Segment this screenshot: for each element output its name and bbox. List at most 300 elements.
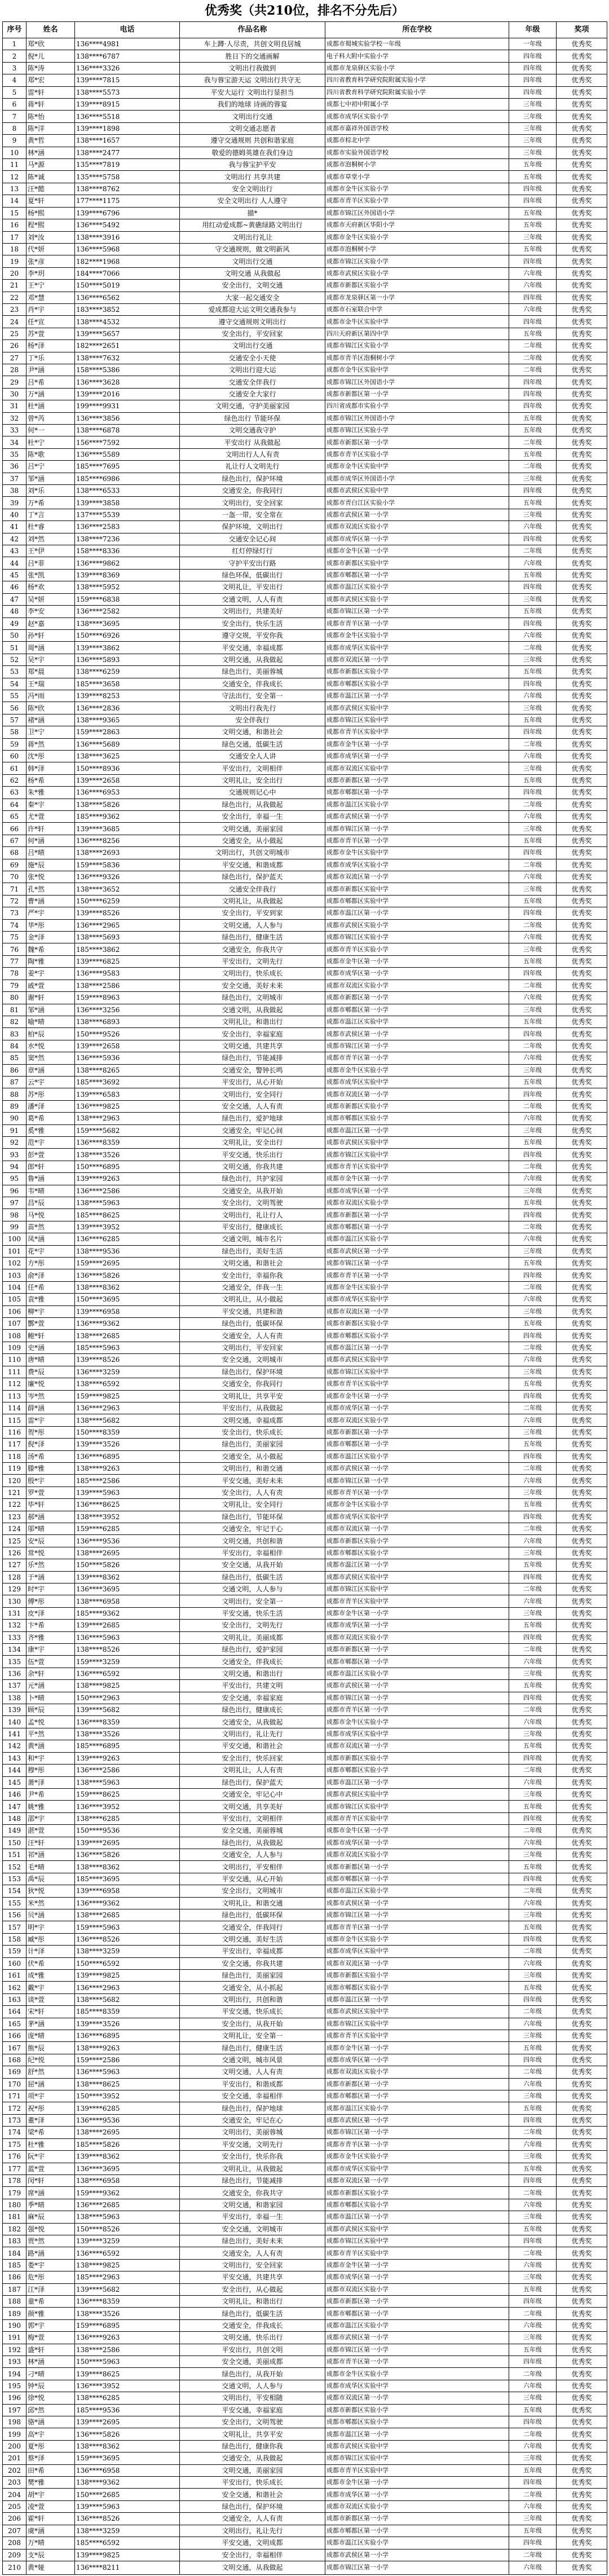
- cell-name: 孙*轩: [27, 629, 75, 641]
- cell-no: 210: [3, 2561, 27, 2574]
- cell-award: 优秀奖: [557, 787, 607, 799]
- cell-grade: 一年级: [509, 38, 557, 50]
- cell-grade: 二年级: [509, 1523, 557, 1534]
- cell-name: 杜*宁: [27, 436, 75, 448]
- cell-school: 成都市温江区第一小学: [325, 907, 509, 919]
- cell-grade: 六年级: [509, 303, 557, 315]
- cell-school: 成都市武侯区第一小学: [325, 2114, 509, 2126]
- cell-name: 薛*涵: [27, 1402, 75, 1414]
- cell-grade: 五年级: [509, 1016, 557, 1027]
- cell-school: 成都市郫都区第一小学: [325, 2090, 509, 2102]
- cell-phone: 185****8625: [75, 1209, 180, 1221]
- cell-award: 优秀奖: [557, 2042, 607, 2054]
- cell-school: 成都市武侯区实验小学: [325, 919, 509, 931]
- cell-school: 成都市成华区实验小学: [325, 111, 509, 122]
- cell-name: 胡*宇: [27, 2489, 75, 2500]
- cell-name: 刁*晴: [27, 2368, 75, 2380]
- table-row: [3, 111, 607, 122]
- award-table: [2, 21, 607, 2575]
- cell-phone: 159****5963: [75, 1921, 180, 1933]
- cell-work: 平安交通，美好未来: [180, 1475, 325, 1487]
- cell-award: 优秀奖: [557, 50, 607, 62]
- cell-name: 肖*宇: [27, 303, 75, 315]
- table-row: [3, 678, 607, 690]
- cell-award: 优秀奖: [557, 2271, 607, 2283]
- cell-name: 陈*涛: [27, 62, 75, 74]
- cell-award: 优秀奖: [557, 2030, 607, 2042]
- table-row: [3, 1680, 607, 1692]
- cell-school: 成都市新都区第一小学: [325, 774, 509, 786]
- cell-school: 成都市新都区实验小学: [325, 2404, 509, 2416]
- cell-name: 戚*萱: [27, 980, 75, 991]
- cell-work: 安全出行，从心做起: [180, 2283, 325, 2295]
- table-row: [3, 2500, 607, 2512]
- cell-grade: 三年级: [509, 2513, 557, 2525]
- table-row: [3, 255, 607, 267]
- cell-grade: 五年级: [509, 448, 557, 460]
- table-row: [3, 2235, 607, 2247]
- header-name: 姓名: [27, 22, 75, 38]
- cell-no: 40: [3, 509, 27, 521]
- cell-no: 181: [3, 2211, 27, 2223]
- cell-work: 交通安全，伴我同行: [180, 1921, 325, 1933]
- table-row: [3, 943, 607, 955]
- table-row: [3, 1366, 607, 1378]
- table-row: [3, 122, 607, 134]
- cell-grade: 五年级: [509, 2525, 557, 2537]
- cell-grade: 五年级: [509, 171, 557, 183]
- table-row: [3, 847, 607, 859]
- cell-award: 优秀奖: [557, 376, 607, 388]
- cell-work: 文明出行礼让: [180, 231, 325, 243]
- cell-name: 杨*希: [27, 774, 75, 786]
- cell-award: 优秀奖: [557, 1064, 607, 1076]
- cell-name: 邵*宇: [27, 1812, 75, 1824]
- cell-work: 交通文明，城市风景: [180, 2054, 325, 2066]
- cell-phone: 150****3695: [75, 1294, 180, 1305]
- cell-phone: 136****8359: [75, 1136, 180, 1148]
- table-row: [3, 1765, 607, 1776]
- table-row: [3, 1499, 607, 1511]
- cell-phone: 139****9825: [75, 2549, 180, 2561]
- cell-phone: 136****3952: [75, 1801, 180, 1812]
- cell-work: 绿色出行，保护环境: [180, 2500, 325, 2512]
- cell-no: 39: [3, 497, 27, 509]
- cell-grade: 二年级: [509, 340, 557, 352]
- table-row: [3, 1294, 607, 1305]
- cell-school: 成都市武侯区实验小学: [325, 267, 509, 279]
- cell-no: 163: [3, 1993, 27, 2005]
- cell-school: 成都市青羊区第一小学: [325, 835, 509, 846]
- cell-no: 142: [3, 1740, 27, 1752]
- table-row: [3, 159, 607, 171]
- cell-grade: 六年级: [509, 1052, 557, 1064]
- cell-no: 5: [3, 86, 27, 98]
- table-row: [3, 1052, 607, 1064]
- cell-work: 安全文明出行: [180, 183, 325, 195]
- cell-phone: 159****3259: [75, 1656, 180, 1668]
- cell-work: 文明出行，美丽蓉城: [180, 2127, 325, 2138]
- cell-name: 姚*雅: [27, 1801, 75, 1812]
- cell-school: 成都市郫都区实验小学: [325, 1982, 509, 1993]
- cell-award: 优秀奖: [557, 1885, 607, 1897]
- cell-school: 成都市成华区实验中学: [325, 2163, 509, 2174]
- cell-work: 保护环境，文明出行: [180, 521, 325, 533]
- cell-name: 倪*儿: [27, 50, 75, 62]
- cell-grade: 五年级: [509, 2464, 557, 2476]
- cell-school: 成都市锦江区实验小学: [325, 340, 509, 352]
- cell-work: 绿色出行，共护家园: [180, 1173, 325, 1185]
- cell-grade: 五年级: [509, 2283, 557, 2295]
- cell-school: 成都市温江区实验小学: [325, 2319, 509, 2331]
- cell-no: 189: [3, 2308, 27, 2319]
- cell-no: 43: [3, 545, 27, 557]
- cell-name: 酆*萱: [27, 1318, 75, 1330]
- cell-phone: 138****9263: [75, 2042, 180, 2054]
- cell-award: 优秀奖: [557, 364, 607, 376]
- cell-work: 平安交通，文明先行: [180, 2138, 325, 2150]
- cell-no: 15: [3, 207, 27, 219]
- cell-phone: 138****8362: [75, 1281, 180, 1293]
- table-row: [3, 1849, 607, 1860]
- cell-name: 元*涵: [27, 1680, 75, 1692]
- cell-award: 优秀奖: [557, 74, 607, 86]
- cell-phone: 159****2586: [75, 2054, 180, 2066]
- cell-grade: 二年级: [509, 1342, 557, 1353]
- cell-no: 103: [3, 1269, 27, 1281]
- cell-phone: 138****5682: [75, 1414, 180, 1426]
- cell-award: 优秀奖: [557, 461, 607, 473]
- cell-name: 王*瑞: [27, 678, 75, 690]
- cell-name: 贺*彤: [27, 1426, 75, 1438]
- cell-award: 优秀奖: [557, 292, 607, 303]
- cell-phone: 185****9536: [75, 2404, 180, 2416]
- cell-school: 成都市锦江区第一小学: [325, 1258, 509, 1269]
- cell-school: 成都市青羊区实验中学: [325, 1812, 509, 1824]
- table-row: [3, 292, 607, 303]
- cell-grade: 二年级: [509, 2066, 557, 2078]
- cell-award: 优秀奖: [557, 738, 607, 750]
- cell-phone: 136****3628: [75, 376, 180, 388]
- cell-work: 平安交通，文明成都: [180, 2537, 325, 2549]
- cell-work: 遵守交通规则文明出行: [180, 316, 325, 328]
- cell-school: 成都市武侯区实验中学: [325, 1136, 509, 1148]
- cell-school: 成都市锦江区外国语小学: [325, 376, 509, 388]
- cell-school: 成都市成华区实验中学: [325, 1511, 509, 1523]
- cell-phone: 182****1968: [75, 255, 180, 267]
- cell-name: 柏*辰: [27, 1028, 75, 1040]
- table-row: [3, 485, 607, 497]
- cell-grade: 五年级: [509, 955, 557, 967]
- cell-phone: 139****6583: [75, 1088, 180, 1100]
- cell-work: 文明交通，守护美丽家园: [180, 400, 325, 412]
- cell-no: 123: [3, 1511, 27, 1523]
- table-row: [3, 2440, 607, 2452]
- cell-school: 成都市新都区实验小学: [325, 1535, 509, 1547]
- cell-grade: 四年级: [509, 1993, 557, 2005]
- cell-grade: 六年级: [509, 2199, 557, 2211]
- cell-grade: 五年级: [509, 497, 557, 509]
- cell-work: 安全出行，幸福你我: [180, 1269, 325, 1281]
- cell-no: 22: [3, 292, 27, 303]
- table-row: [3, 2453, 607, 2464]
- cell-no: 101: [3, 1245, 27, 1257]
- cell-grade: 四年级: [509, 50, 557, 62]
- cell-no: 176: [3, 2151, 27, 2163]
- table-row: [3, 690, 607, 702]
- cell-work: 交通安全，牢记心中: [180, 1788, 325, 1800]
- cell-name: 滕*雅: [27, 1462, 75, 1474]
- cell-phone: 136****3695: [75, 1583, 180, 1595]
- cell-award: 优秀奖: [557, 219, 607, 231]
- cell-work: 文明出行，礼让先行: [180, 1728, 325, 1740]
- cell-name: 倪*泽: [27, 1439, 75, 1450]
- cell-school: 成都市新都区第一小学: [325, 388, 509, 400]
- cell-grade: 二年级: [509, 364, 557, 376]
- cell-grade: 六年级: [509, 557, 557, 569]
- cell-award: 优秀奖: [557, 400, 607, 412]
- cell-school: 成都市新都区实验小学: [325, 1752, 509, 1764]
- cell-award: 优秀奖: [557, 473, 607, 484]
- cell-school: 成都市新都区实验小学: [325, 1970, 509, 1982]
- cell-grade: 二年级: [509, 1583, 557, 1595]
- cell-award: 优秀奖: [557, 2440, 607, 2452]
- cell-work: 文明出行我先行: [180, 702, 325, 714]
- cell-work: 安全文明出行 人人遵守: [180, 195, 325, 207]
- cell-work: 文明交通，共创和谐: [180, 1535, 325, 1547]
- cell-no: 11: [3, 159, 27, 171]
- cell-name: 唐*晴: [27, 1354, 75, 1366]
- cell-phone: 136****9326: [75, 871, 180, 883]
- cell-no: 178: [3, 2174, 27, 2186]
- cell-grade: 五年级: [509, 1136, 557, 1148]
- cell-work: 礼让行人文明先行: [180, 461, 325, 473]
- cell-work: 平安出行，共建文明: [180, 1680, 325, 1692]
- cell-no: 62: [3, 774, 27, 786]
- cell-no: 149: [3, 1825, 27, 1837]
- cell-grade: 六年级: [509, 1475, 557, 1487]
- cell-work: 交通安全，牢记心间: [180, 1124, 325, 1136]
- cell-work: 安全交通，文明城市: [180, 2223, 325, 2235]
- cell-phone: 139****7815: [75, 74, 180, 86]
- cell-award: 优秀奖: [557, 1547, 607, 1559]
- table-row: [3, 1788, 607, 1800]
- cell-work: 安全出行，幸福相伴: [180, 2549, 325, 2561]
- cell-grade: 五年级: [509, 1620, 557, 1631]
- cell-phone: 136****5936: [75, 1052, 180, 1064]
- cell-name: 蒋*轩: [27, 99, 75, 111]
- cell-no: 132: [3, 1620, 27, 1631]
- cell-grade: 六年级: [509, 2138, 557, 2150]
- cell-name: 水*悦: [27, 1040, 75, 1052]
- table-row: [3, 1064, 607, 1076]
- cell-school: 成都市金牛区实验中学: [325, 847, 509, 859]
- table-row: [3, 859, 607, 871]
- cell-name: 喻*晴: [27, 1016, 75, 1027]
- cell-phone: 185****9362: [75, 811, 180, 823]
- cell-award: 优秀奖: [557, 581, 607, 593]
- cell-award: 优秀奖: [557, 2319, 607, 2331]
- cell-no: 165: [3, 2018, 27, 2030]
- cell-award: 优秀奖: [557, 86, 607, 98]
- cell-name: 席*涵: [27, 2187, 75, 2199]
- cell-name: 强*悦: [27, 2223, 75, 2235]
- cell-phone: 185****7695: [75, 461, 180, 473]
- cell-no: 32: [3, 412, 27, 424]
- cell-work: 绿色出行，低碳环保: [180, 1909, 325, 1921]
- cell-phone: 139****2658: [75, 1040, 180, 1052]
- cell-grade: 五年级: [509, 2223, 557, 2235]
- cell-school: 四川省教育科学研究院附属实验小学: [325, 86, 509, 98]
- cell-grade: 六年级: [509, 1173, 557, 1185]
- cell-phone: 183****3852: [75, 303, 180, 315]
- cell-no: 66: [3, 823, 27, 835]
- cell-work: 绿色出行，健康生活: [180, 2042, 325, 2054]
- table-row: [3, 1982, 607, 1993]
- cell-no: 146: [3, 1788, 27, 1800]
- cell-no: 108: [3, 1330, 27, 1342]
- cell-award: 优秀奖: [557, 2235, 607, 2247]
- cell-school: 成都市金牛区实验中学: [325, 316, 509, 328]
- cell-phone: 138****8762: [75, 183, 180, 195]
- cell-name: 臧*彤: [27, 1933, 75, 1945]
- cell-grade: 四年级: [509, 1631, 557, 1643]
- cell-school: 成都市双流区实验小学: [325, 1197, 509, 1209]
- cell-no: 14: [3, 195, 27, 207]
- cell-phone: 136****5968: [75, 243, 180, 255]
- table-row: [3, 1873, 607, 1885]
- cell-no: 196: [3, 2392, 27, 2404]
- table-row: [3, 1342, 607, 1353]
- cell-work: 平安交通，从心开始: [180, 1873, 325, 1885]
- cell-no: 113: [3, 1390, 27, 1402]
- cell-work: 绿色出行，文明城市: [180, 992, 325, 1004]
- cell-no: 106: [3, 1305, 27, 1317]
- cell-school: 成都市温江区第一小学: [325, 1342, 509, 1353]
- cell-no: 153: [3, 1873, 27, 1885]
- cell-grade: 六年级: [509, 1776, 557, 1788]
- cell-grade: 五年级: [509, 1499, 557, 1511]
- cell-grade: 三年级: [509, 883, 557, 895]
- header-grade: 年级: [509, 22, 557, 38]
- cell-award: 优秀奖: [557, 2549, 607, 2561]
- cell-award: 优秀奖: [557, 2102, 607, 2114]
- cell-school: 成都市郫都区实验小学: [325, 2199, 509, 2211]
- cell-name: 昌*辰: [27, 1197, 75, 1209]
- cell-grade: 五年级: [509, 425, 557, 436]
- cell-no: 76: [3, 943, 27, 955]
- cell-grade: 四年级: [509, 1571, 557, 1583]
- cell-no: 203: [3, 2477, 27, 2489]
- cell-school: 成都市成华区第一小学: [325, 1837, 509, 1849]
- cell-award: 优秀奖: [557, 171, 607, 183]
- cell-no: 57: [3, 714, 27, 726]
- cell-award: 优秀奖: [557, 943, 607, 955]
- cell-name: 窦*然: [27, 1052, 75, 1064]
- cell-award: 优秀奖: [557, 1970, 607, 1982]
- cell-no: 124: [3, 1523, 27, 1534]
- cell-no: 63: [3, 787, 27, 799]
- cell-no: 77: [3, 955, 27, 967]
- cell-grade: 五年级: [509, 1318, 557, 1330]
- cell-award: 优秀奖: [557, 521, 607, 533]
- cell-name: 邓*慧: [27, 292, 75, 303]
- cell-name: 姜*宇: [27, 968, 75, 980]
- cell-school: 成都市锦江区第一小学: [325, 1692, 509, 1704]
- cell-phone: 159****8625: [75, 1788, 180, 1800]
- cell-name: 郝*涵: [27, 1511, 75, 1523]
- table-row: [3, 1245, 607, 1257]
- cell-phone: 139****8253: [75, 690, 180, 702]
- cell-no: 88: [3, 1088, 27, 1100]
- cell-school: 成都市青羊区实验中学: [325, 2247, 509, 2259]
- cell-phone: 138****8362: [75, 2440, 180, 2452]
- cell-phone: 182****2651: [75, 340, 180, 352]
- cell-school: 成都市嘉祥外国语学校: [325, 122, 509, 134]
- cell-name: 危*彤: [27, 2271, 75, 2283]
- cell-work: 车上蹲·人尽责，共创文明良居城: [180, 38, 325, 50]
- cell-no: 79: [3, 980, 27, 991]
- cell-grade: 五年级: [509, 2404, 557, 2416]
- cell-school: 成都市金牛区第一小学: [325, 738, 509, 750]
- cell-work: 文明交通我守护: [180, 425, 325, 436]
- cell-award: 优秀奖: [557, 1728, 607, 1740]
- cell-phone: 138****6285: [75, 1812, 180, 1824]
- cell-work: 安全交通，美好未来: [180, 980, 325, 991]
- table-row: [3, 2332, 607, 2344]
- table-row: [3, 1583, 607, 1595]
- cell-no: 95: [3, 1173, 27, 1185]
- cell-grade: 五年级: [509, 159, 557, 171]
- table-row: [3, 1885, 607, 1897]
- cell-phone: 139****2658: [75, 774, 180, 786]
- table-row: [3, 968, 607, 980]
- cell-school: 成都市锦江区实验小学: [325, 932, 509, 943]
- cell-no: 90: [3, 1113, 27, 1124]
- cell-name: 杨*欢: [27, 581, 75, 593]
- cell-grade: 五年级: [509, 412, 557, 424]
- cell-phone: 139****6825: [75, 955, 180, 967]
- cell-name: 李*玥: [27, 267, 75, 279]
- cell-no: 127: [3, 1559, 27, 1571]
- cell-name: 卫*宁: [27, 726, 75, 738]
- cell-work: 平安出行，从心开始: [180, 1076, 325, 1088]
- cell-award: 优秀奖: [557, 38, 607, 50]
- cell-phone: 150****8526: [75, 2223, 180, 2235]
- table-row: [3, 1571, 607, 1583]
- cell-school: 成都七中初中附属小学: [325, 99, 509, 111]
- cell-name: 纪*悦: [27, 2054, 75, 2066]
- cell-grade: 五年级: [509, 1258, 557, 1269]
- cell-phone: 136****6953: [75, 787, 180, 799]
- table-row: [3, 1269, 607, 1281]
- cell-grade: 三年级: [509, 2332, 557, 2344]
- cell-name: 路*涵: [27, 2247, 75, 2259]
- table-row: [3, 835, 607, 846]
- cell-grade: 六年级: [509, 629, 557, 641]
- cell-school: 成都市温江区实验小学: [325, 1233, 509, 1245]
- table-row: [3, 1595, 607, 1607]
- cell-school: 成都市新都区第一小学: [325, 2295, 509, 2307]
- cell-school: 成都市郫都区第一小学: [325, 569, 509, 581]
- cell-work: 平安出行，快乐成长: [180, 2477, 325, 2489]
- cell-name: 平*然: [27, 1728, 75, 1740]
- cell-grade: 二年级: [509, 919, 557, 931]
- cell-work: 文明交通 从我做起: [180, 267, 325, 279]
- cell-work: 守交通规则，做文明新风: [180, 243, 325, 255]
- cell-award: 优秀奖: [557, 2138, 607, 2150]
- table-row: [3, 2549, 607, 2561]
